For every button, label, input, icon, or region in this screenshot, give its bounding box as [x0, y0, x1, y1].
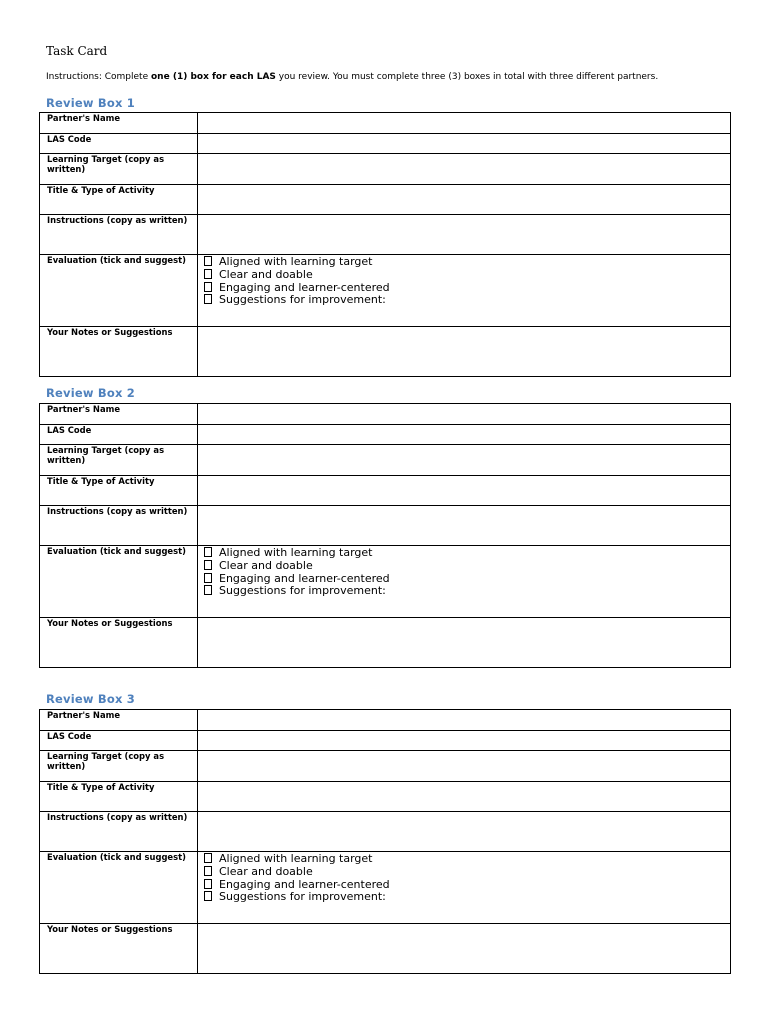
checkbox-icon[interactable]: [204, 256, 212, 266]
title-type-field[interactable]: [198, 185, 731, 215]
partner-name-label: Partner's Name: [40, 113, 198, 134]
instructions-field[interactable]: [198, 812, 731, 852]
las-code-field[interactable]: [198, 731, 731, 751]
review-box-3-heading: Review Box 3: [46, 692, 136, 706]
instructions-label: Instructions (copy as written): [40, 812, 198, 852]
learning-target-field[interactable]: [198, 751, 731, 782]
evaluation-label: Evaluation (tick and suggest): [40, 546, 198, 618]
review-box-1-table: [39, 112, 731, 377]
checklist-item[interactable]: [204, 891, 730, 904]
review-box-2-table: [39, 403, 731, 668]
notes-field[interactable]: [198, 924, 731, 974]
checklist-item-label: Suggestions for improvement:: [219, 584, 386, 598]
checklist-item-label: Engaging and learner-centered: [219, 280, 390, 294]
instructions-field[interactable]: [198, 215, 731, 255]
checkbox-icon[interactable]: [204, 547, 212, 557]
partner-name-field[interactable]: [198, 710, 731, 731]
evaluation-label: Evaluation (tick and suggest): [40, 852, 198, 924]
notes-field[interactable]: [198, 327, 731, 377]
learning-target-label: Learning Target (copy as written): [40, 751, 198, 782]
evaluation-checklist: [198, 852, 730, 904]
title-type-field[interactable]: [198, 782, 731, 812]
evaluation-field: [198, 255, 731, 327]
checkbox-icon[interactable]: [204, 853, 212, 863]
instructions-field[interactable]: [198, 506, 731, 546]
review-box-3-table: [39, 709, 731, 974]
checkbox-icon[interactable]: [204, 560, 212, 570]
checkbox-icon[interactable]: [204, 891, 212, 901]
notes-label: Your Notes or Suggestions: [40, 924, 198, 974]
evaluation-checklist: [198, 546, 730, 598]
checklist-item-label: Engaging and learner-centered: [219, 877, 390, 891]
notes-field[interactable]: [198, 618, 731, 668]
checklist-item[interactable]: [204, 294, 730, 307]
evaluation-label: Evaluation (tick and suggest): [40, 255, 198, 327]
instructions-label: Instructions (copy as written): [40, 506, 198, 546]
page-title: Task Card: [46, 44, 108, 58]
las-code-field[interactable]: [198, 425, 731, 445]
checklist-item-label: Aligned with learning target: [219, 546, 373, 559]
checkbox-icon[interactable]: [204, 866, 212, 876]
title-type-label: Title & Type of Activity: [40, 476, 198, 506]
las-code-label: LAS Code: [40, 731, 198, 751]
checklist-item-label: Suggestions for improvement:: [219, 890, 386, 904]
checklist-item-label: Engaging and learner-centered: [219, 571, 390, 585]
review-box-2-heading: Review Box 2: [46, 386, 136, 400]
title-type-label: Title & Type of Activity: [40, 782, 198, 812]
checklist-item-label: Suggestions for improvement:: [219, 293, 386, 307]
learning-target-field[interactable]: [198, 445, 731, 476]
instructions-bold: one (1) box for each LAS: [151, 72, 276, 82]
learning-target-label: Learning Target (copy as written): [40, 445, 198, 476]
las-code-label: LAS Code: [40, 425, 198, 445]
checklist-item-label: Clear and doable: [219, 558, 313, 572]
instructions-suffix: you review. You must complete three (3) boxes in total with three different partners.: [275, 72, 659, 82]
checklist-item[interactable]: [204, 585, 730, 598]
checklist-item-label: Clear and doable: [219, 864, 313, 878]
evaluation-field: [198, 852, 731, 924]
checkbox-icon[interactable]: [204, 879, 212, 889]
learning-target-label: Learning Target (copy as written): [40, 154, 198, 185]
notes-label: Your Notes or Suggestions: [40, 327, 198, 377]
checkbox-icon[interactable]: [204, 282, 212, 292]
instructions-prefix: Instructions: Complete: [46, 72, 151, 82]
checkbox-icon[interactable]: [204, 269, 212, 279]
checkbox-icon[interactable]: [204, 585, 212, 595]
title-type-field[interactable]: [198, 476, 731, 506]
partner-name-field[interactable]: [198, 113, 731, 134]
las-code-label: LAS Code: [40, 134, 198, 154]
notes-label: Your Notes or Suggestions: [40, 618, 198, 668]
checklist-item-label: Clear and doable: [219, 267, 313, 281]
las-code-field[interactable]: [198, 134, 731, 154]
partner-name-field[interactable]: [198, 404, 731, 425]
checklist-item-label: Aligned with learning target: [219, 852, 373, 865]
checkbox-icon[interactable]: [204, 573, 212, 583]
evaluation-checklist: [198, 255, 730, 307]
learning-target-field[interactable]: [198, 154, 731, 185]
partner-name-label: Partner's Name: [40, 710, 198, 731]
review-box-1-heading: Review Box 1: [46, 96, 136, 110]
instructions-label: Instructions (copy as written): [40, 215, 198, 255]
checklist-item-label: Aligned with learning target: [219, 255, 373, 268]
checkbox-icon[interactable]: [204, 294, 212, 304]
partner-name-label: Partner's Name: [40, 404, 198, 425]
title-type-label: Title & Type of Activity: [40, 185, 198, 215]
evaluation-field: [198, 546, 731, 618]
instructions-text: [46, 72, 658, 82]
